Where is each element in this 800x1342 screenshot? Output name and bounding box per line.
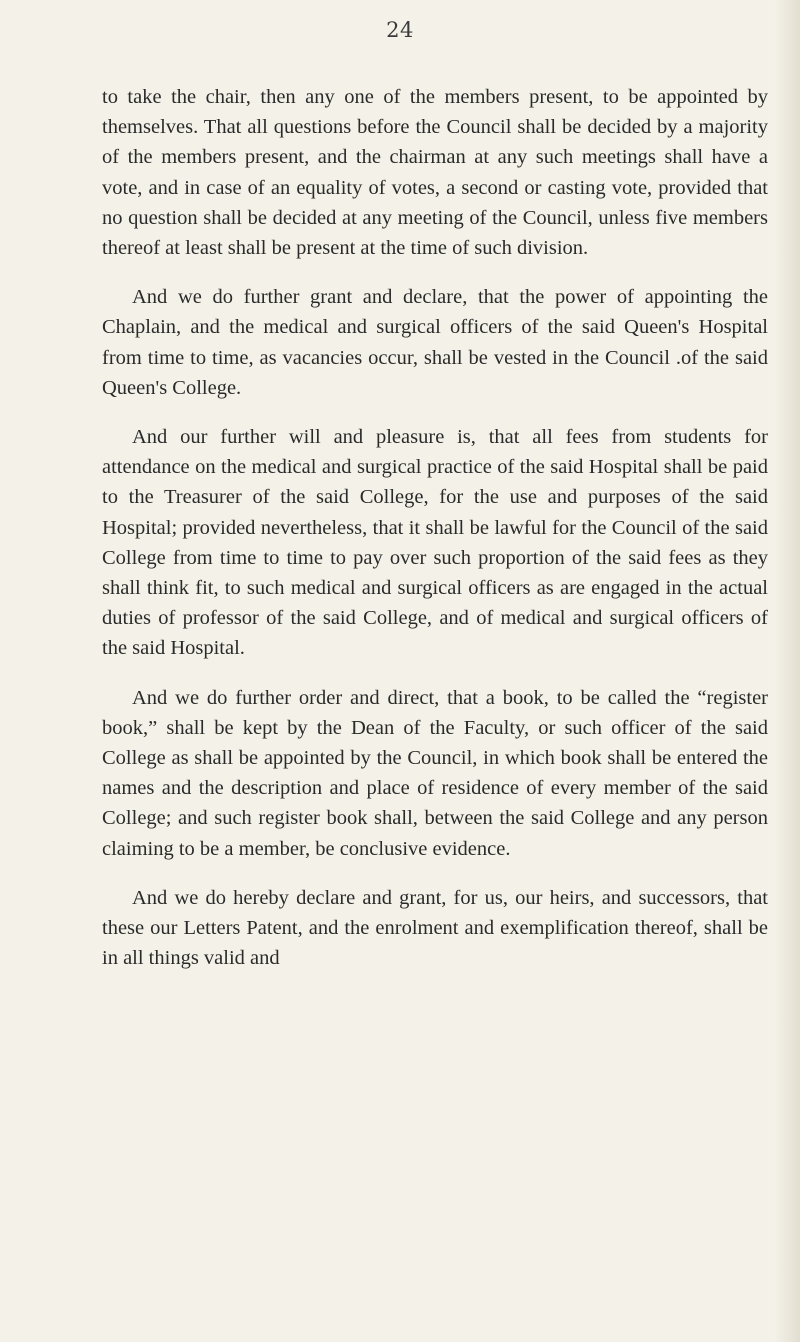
paragraph-continuation: to take the chair, then any one of the members present, to be appointed by themselves. That all questions before the Council shall be decided by a majority of the members present, and the chairman at any such meetings shall have a vote, and in case of an equality of votes, a second or casting vote, provided that no question shall be decided at any meeting of the Council, unless five members thereof at least shall be present at the time of such division. xyxy=(102,86,768,260)
paragraph-appointment-of-officers: And we do further grant and declare, that the power of appointing the Chaplain, and the medical and surgical officers of the said Queen's Hospital from time to time, as vacancies occur, shall be vested in the Council .of the said Queen's College. xyxy=(102,286,768,399)
page-edge-shadow xyxy=(774,0,800,1342)
body-text xyxy=(102,82,768,992)
paragraph-letters-patent: And we do hereby declare and grant, for us, our heirs, and successors, that these our Letters Patent, and the enrolment and exemplification thereof, shall be in all things valid and xyxy=(102,886,768,970)
page-number: 24 xyxy=(386,18,414,42)
paragraph-student-fees: And our further will and pleasure is, that all fees from students for attendance on the medical and surgical practice of the said Hospital shall be paid to the Treasurer of the said College, for the use and purposes of the said Hospital; provided nevertheless, that it shall be lawful for the Council of the said College from time to time to pay over such proportion of the said fees as they shall think fit, to such medical and surgical officers as are engaged in the actual duties of professor of the said College, and of medical and surgical officers of the said Hospital. xyxy=(102,426,768,660)
paragraph-register-book: And we do further order and direct, that a book, to be called the “register book,” shall be kept by the Dean of the Faculty, or such officer of the said College as shall be appointed by the Council, in which book shall be entered the names and the description and place of residence of every member of the said College; and such register book shall, between the said College and any person claiming to be a member, be conclusive evidence. xyxy=(102,686,768,860)
